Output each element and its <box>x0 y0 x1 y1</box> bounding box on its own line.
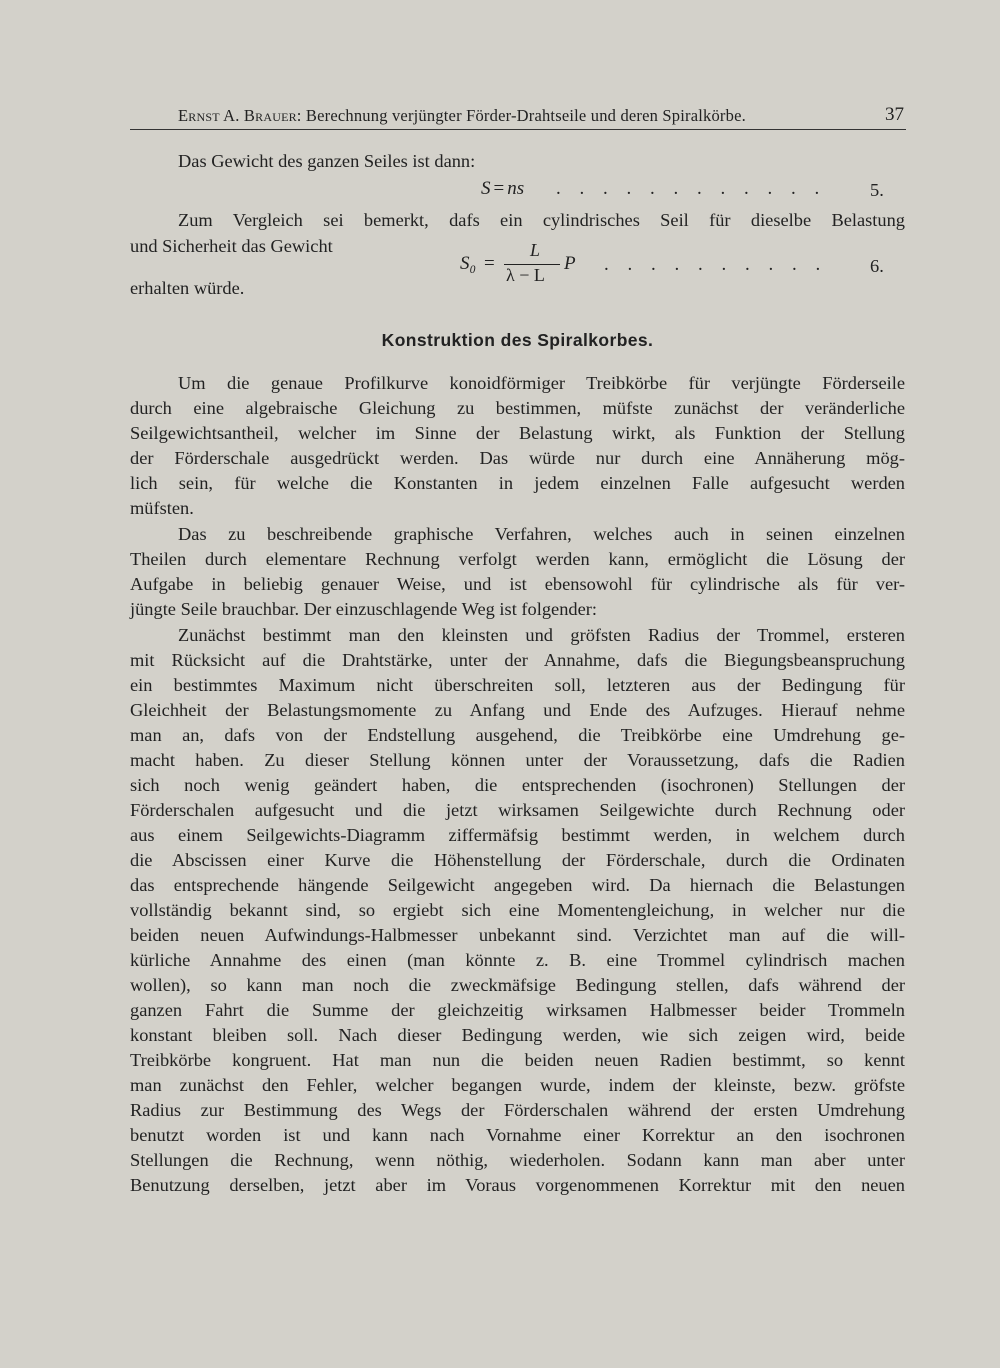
body-line: wollen), so kann man noch die zweckmäfsige Bedingung stellen, dafs während der <box>130 975 905 995</box>
header-author: Ernst A. Brauer: <box>178 106 302 125</box>
body-line: müfsten. <box>130 498 194 518</box>
eq6-number: 6. <box>870 256 884 276</box>
eq6-equals: = <box>484 253 495 274</box>
equation-5 <box>481 178 524 200</box>
page-number: 37 <box>885 104 904 125</box>
body-line: lich sein, für welche die Konstanten in jedem einzelnen Falle aufgesucht werden <box>130 473 905 493</box>
body-line: jüngte Seile brauchbar. Der einzuschlagende Weg ist folgender: <box>130 599 597 619</box>
body-line: Gleichheit der Belastungsmomente zu Anfang und Ende des Aufzuges. Hierauf nehme <box>130 700 905 720</box>
body-line: aus einem Seilgewichts-Diagramm ziffermäfsig bestimmt werden, in welchem durch <box>130 825 905 845</box>
body-line: beiden neuen Aufwindungs-Halbmesser unbekannt sind. Verzichtet man auf die will- <box>130 925 905 945</box>
eq5-equals: = <box>493 178 505 199</box>
body-line: durch eine algebraische Gleichung zu bestimmen, müfste zunächst der veränderliche <box>130 398 905 418</box>
body-line: Seilgewichtsantheil, welcher im Sinne der Belastung wirkt, als Funktion der Stellung <box>130 423 905 443</box>
body-line: sich noch wenig geändert haben, die entsprechenden (isochronen) Stellungen der <box>130 775 905 795</box>
eq6-denominator: λ − L <box>506 265 545 285</box>
body-line: mit Rücksicht auf die Drahtstärke, unter der Annahme, dafs die Biegungsbeanspruchung <box>130 650 905 670</box>
running-title <box>178 106 746 126</box>
running-header <box>130 99 906 130</box>
body-line: kürliche Annahme des einen (man könnte z. B. eine Trommel cylindrisch machen <box>130 950 905 970</box>
eq5-lhs: S <box>481 178 491 199</box>
body-line: Aufgabe in beliebig genauer Weise, und ist ebensowohl für cylindrische als für ver- <box>130 574 905 594</box>
eq5-number: 5. <box>870 180 884 200</box>
body-line: das entsprechende hängende Seilgewicht angegeben wird. Da hiernach die Belastungen <box>130 875 905 895</box>
body-line: man zunächst den Fehler, welcher begangen wurde, indem der kleinste, bezw. gröfste <box>130 1075 905 1095</box>
body-line: Förderschalen aufgesucht und die jetzt wirksamen Seilgewichte durch Rechnung oder <box>130 800 905 820</box>
body-line: Zunächst bestimmt man den kleinsten und gröfsten Radius der Trommel, ersteren <box>178 625 905 645</box>
intro-line-4: erhalten würde. <box>130 278 245 298</box>
eq5-rhs: ns <box>507 178 525 199</box>
body-line: konstant bleiben soll. Nach dieser Bedingung werden, wie sich zeigen wird, beide <box>130 1025 905 1045</box>
body-line: macht haben. Zu dieser Stellung können unter der Voraussetzung, dafs die Radien <box>130 750 905 770</box>
body-line: Treibkörbe kongruent. Hat man nun die beiden neuen Radien bestimmt, so kennt <box>130 1050 905 1070</box>
body-line: vollständig bekannt sind, so ergiebt sich eine Momentengleichung, in welcher nur die <box>130 900 905 920</box>
intro-line-2: Zum Vergleich sei bemerkt, dafs ein cylindrisches Seil für dieselbe Belastung <box>178 210 905 230</box>
section-heading: Konstruktion des Spiralkorbes. <box>381 330 654 350</box>
body-line: Um die genaue Profilkurve konoidförmiger Treibkörbe für verjüngte Förderseile <box>178 373 905 393</box>
eq6-lhs: S₀ <box>460 253 477 274</box>
body-line: Benutzung derselben, jetzt aber im Voraus vorgenommenen Korrektur mit den neuen <box>130 1175 905 1195</box>
intro-line-3: und Sicherheit das Gewicht <box>130 236 333 256</box>
eq6-numerator: L <box>530 240 541 260</box>
eq6-factor: P <box>564 253 576 274</box>
body-line: die Abscissen einer Kurve die Höhenstellung der Förderschale, durch die Ordinaten <box>130 850 905 870</box>
intro-line-1: Das Gewicht des ganzen Seiles ist dann: <box>178 151 476 171</box>
body-line: Stellungen die Rechnung, wenn nöthig, wiederholen. Sodann kann man aber unter <box>130 1150 905 1170</box>
body-line: Theilen durch elementare Rechnung verfolgt werden kann, ermöglicht die Lösung der <box>130 549 905 569</box>
header-title: Berechnung verjüngter Förder-Drahtseile und deren Spiralkörbe. <box>305 106 746 125</box>
body-line: benutzt worden ist und kann nach Vornahme einer Korrektur an den isochronen <box>130 1125 905 1145</box>
body-line: Das zu beschreibende graphische Verfahren, welches auch in seinen einzelnen <box>178 524 905 544</box>
body-line: ein bestimmtes Maximum nicht überschreiten soll, letzteren aus der Bedingung für <box>130 675 905 695</box>
body-line: der Förderschale ausgedrückt werden. Das würde nur durch eine Annäherung mög- <box>130 448 905 468</box>
eq5-leader-dots: . . . . . . . . . . . . <box>556 178 827 199</box>
body-line: Radius zur Bestimmung des Wegs der Förderschalen während der ersten Umdrehung <box>130 1100 905 1120</box>
body-line: man an, dafs von der Endstellung ausgehend, die Treibkörbe eine Umdrehung ge- <box>130 725 905 745</box>
body-line: ganzen Fahrt die Summe der gleichzeitig wirksamen Halbmesser beider Trommeln <box>130 1000 905 1020</box>
eq6-leader-dots: . . . . . . . . . . <box>604 254 828 275</box>
